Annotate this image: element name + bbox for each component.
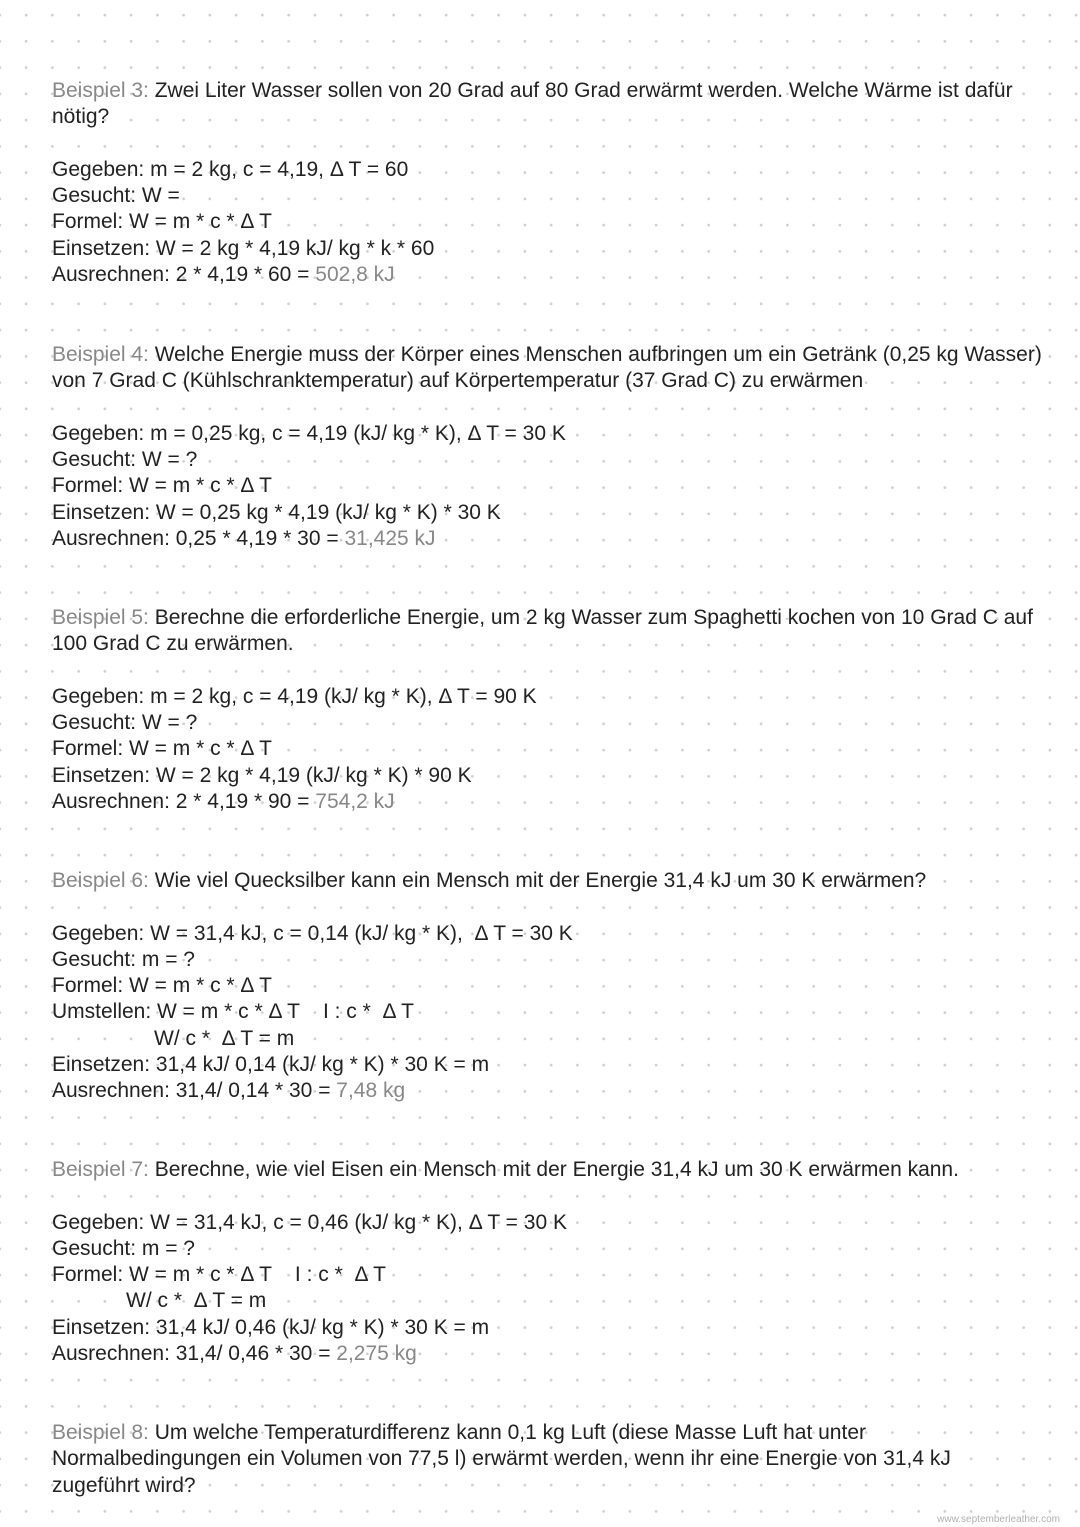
result-value: 2,275 kg — [336, 1342, 417, 1366]
insert-line: Einsetzen: 31,4 kJ/ 0,46 (kJ/ kg * K) * 30 K = m — [52, 1315, 490, 1339]
formula-line: Formel: W = m * c * Δ T — [52, 474, 272, 498]
given-line: Gegeben: W = 31,4 kJ, c = 0,14 (kJ/ kg * K), Δ T = 30 K — [52, 921, 573, 945]
result-value: 7,48 kg — [336, 1079, 406, 1103]
calc-line — [52, 1078, 926, 1104]
calc-line — [52, 526, 1042, 552]
solution — [52, 421, 1042, 552]
formula-line: Formel: W = m * c * Δ T — [52, 737, 272, 761]
insert-line: Einsetzen: W = 0,25 kg * 4,19 (kJ/ kg * K) * 30 K — [52, 500, 501, 524]
example-7 — [52, 1157, 959, 1367]
solution — [52, 157, 1042, 288]
insert-line: Einsetzen: W = 2 kg * 4,19 kJ/ kg * k * 60 — [52, 236, 435, 260]
example-label: Beispiel 5: — [52, 606, 149, 629]
given-line: Gegeben: m = 0,25 kg, c = 4,19 (kJ/ kg * K), Δ T = 30 K — [52, 421, 566, 445]
rearranged-formula-line: W/ c * Δ T = m — [154, 1026, 295, 1050]
example-3 — [52, 78, 1042, 288]
footer-watermark: www.septemberleather.com — [937, 1514, 1060, 1525]
calc-text: Ausrechnen: 2 * 4,19 * 60 = — [52, 263, 316, 287]
solution — [52, 684, 1042, 815]
example-8-question — [52, 1420, 1042, 1499]
result-value: 502,8 kJ — [315, 263, 395, 287]
question-text: Zwei Liter Wasser sollen von 20 Grad auf 80 Grad erwärmt werden. Welche Wärme ist dafür nötig? — [52, 79, 1013, 129]
calc-text: Ausrechnen: 0,25 * 4,19 * 30 = — [52, 527, 345, 551]
example-8 — [52, 1420, 1042, 1499]
formula-line: Formel: W = m * c * Δ T I : c * Δ T — [52, 1263, 386, 1287]
solution — [52, 921, 926, 1105]
example-4 — [52, 342, 1042, 552]
example-label: Beispiel 7: — [52, 1158, 149, 1181]
rearrange-line: Umstellen: W = m * c * Δ T I : c * Δ T — [52, 1000, 414, 1024]
result-value: 31,425 kJ — [344, 527, 436, 551]
example-3-question — [52, 78, 1042, 131]
insert-line: Einsetzen: W = 2 kg * 4,19 (kJ/ kg * K) * 90 K — [52, 763, 472, 787]
calc-text: Ausrechnen: 2 * 4,19 * 90 = — [52, 790, 316, 814]
given-line: Gegeben: m = 2 kg, c = 4,19, Δ T = 60 — [52, 157, 409, 181]
question-text: Um welche Temperaturdifferenz kann 0,1 kg Luft (diese Masse Luft hat unter Normalbedingungen ein Volumen von 77,5 l) erwärmt werden, wenn ihr eine Energie von 31,4 kJ zugeführt wird? — [52, 1421, 951, 1497]
formula-line: Formel: W = m * c * Δ T — [52, 974, 272, 998]
example-6-question — [52, 868, 926, 894]
question-text: Berechne die erforderliche Energie, um 2 kg Wasser zum Spaghetti kochen von 10 Grad C auf 100 Grad C zu erwärmen. — [52, 606, 1033, 656]
calc-text: Ausrechnen: 31,4/ 0,14 * 30 = — [52, 1079, 337, 1103]
example-7-question — [52, 1157, 959, 1183]
example-6 — [52, 868, 926, 1105]
wanted-line: Gesucht: m = ? — [52, 947, 195, 971]
example-label: Beispiel 3: — [52, 79, 149, 102]
example-label: Beispiel 4: — [52, 343, 149, 366]
calc-line — [52, 1341, 959, 1367]
example-4-question — [52, 342, 1042, 395]
given-line: Gegeben: W = 31,4 kJ, c = 0,46 (kJ/ kg * K), Δ T = 30 K — [52, 1210, 567, 1234]
insert-line: Einsetzen: 31,4 kJ/ 0,14 (kJ/ kg * K) * 30 K = m — [52, 1053, 490, 1077]
calc-line — [52, 789, 1042, 815]
example-5-question — [52, 605, 1042, 658]
example-label: Beispiel 6: — [52, 869, 149, 892]
question-text: Welche Energie muss der Körper eines Menschen aufbringen um ein Getränk (0,25 kg Wasser) von 7 Grad C (Kühlschranktemperatur) auf Körpertemperatur (37 Grad C) zu erwärmen — [52, 343, 1042, 393]
formula-line: Formel: W = m * c * Δ T — [52, 210, 272, 234]
rearranged-formula-line: W/ c * Δ T = m — [126, 1289, 267, 1313]
calc-text: Ausrechnen: 31,4/ 0,46 * 30 = — [52, 1342, 337, 1366]
example-label: Beispiel 8: — [52, 1421, 149, 1444]
example-5 — [52, 605, 1042, 815]
calc-line — [52, 262, 1042, 288]
wanted-line: Gesucht: W = — [52, 184, 180, 208]
question-text: Berechne, wie viel Eisen ein Mensch mit der Energie 31,4 kJ um 30 K erwärmen kann. — [148, 1158, 959, 1181]
wanted-line: Gesucht: W = ? — [52, 448, 198, 472]
given-line: Gegeben: m = 2 kg, c = 4,19 (kJ/ kg * K), Δ T = 90 K — [52, 684, 537, 708]
question-text: Wie viel Quecksilber kann ein Mensch mit der Energie 31,4 kJ um 30 K erwärmen? — [148, 869, 927, 892]
solution — [52, 1210, 959, 1368]
wanted-line: Gesucht: W = ? — [52, 711, 198, 735]
wanted-line: Gesucht: m = ? — [52, 1236, 195, 1260]
result-value: 754,2 kJ — [315, 790, 395, 814]
